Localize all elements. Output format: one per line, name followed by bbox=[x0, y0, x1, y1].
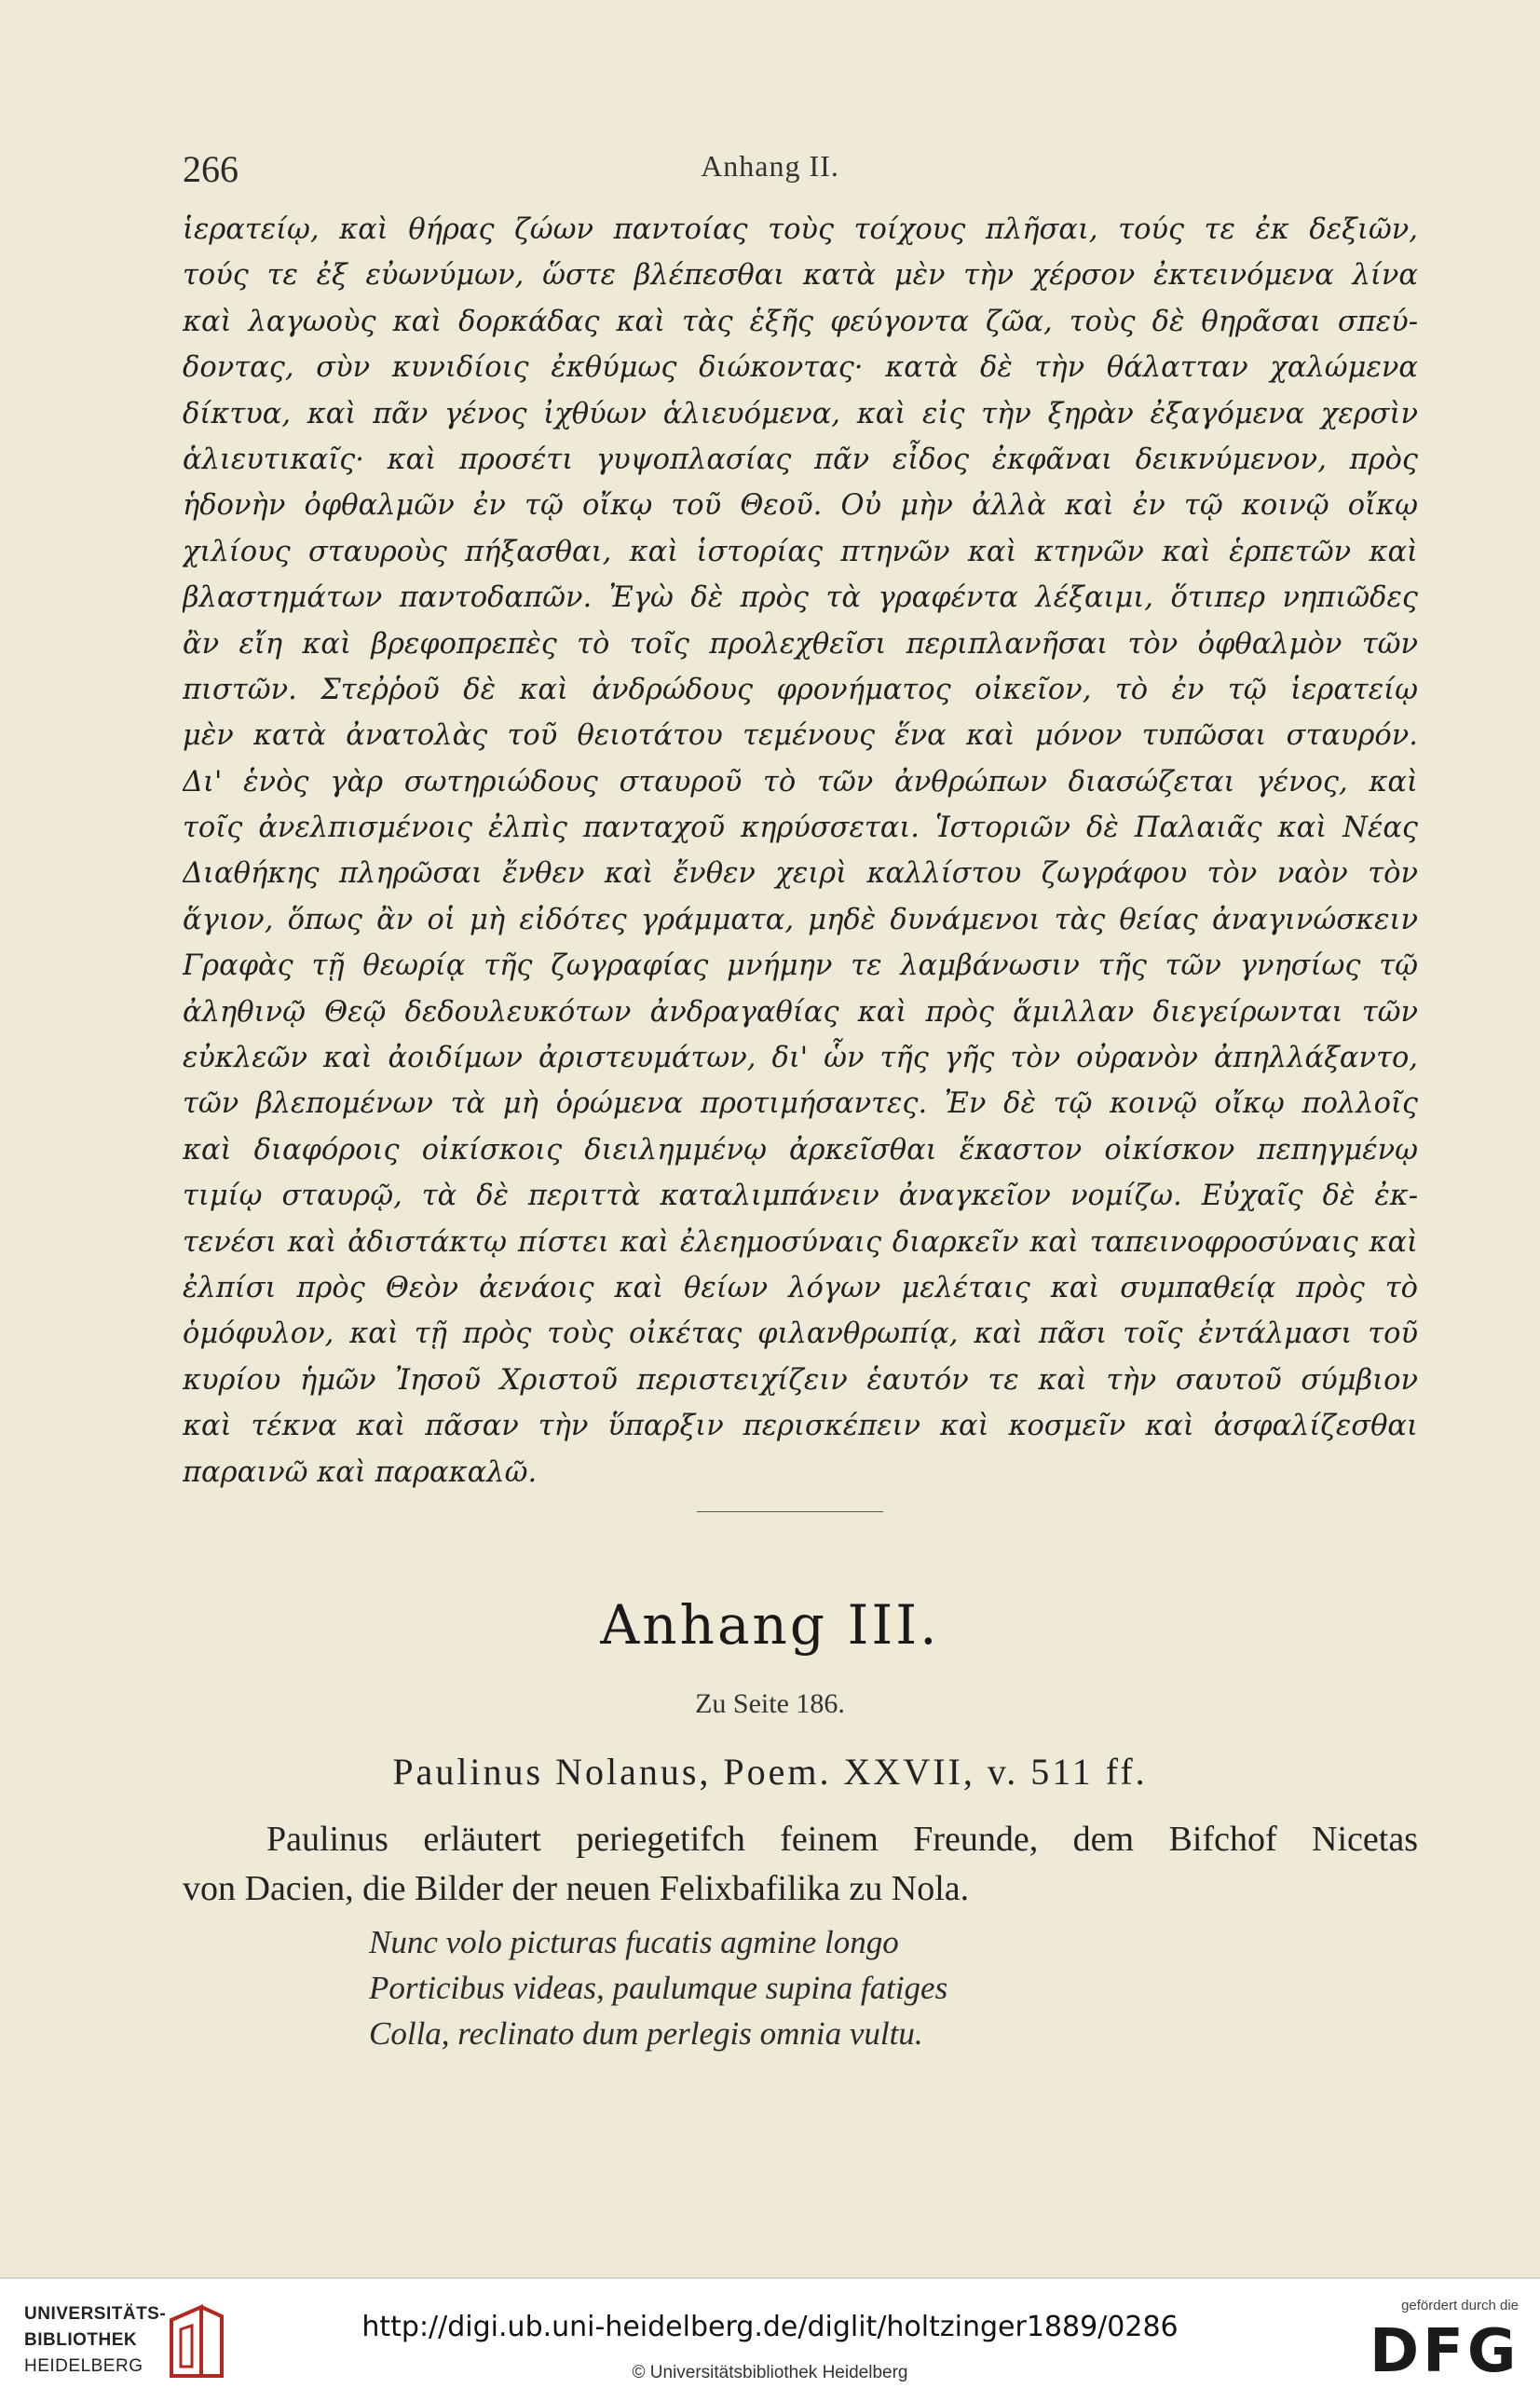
funder-logo bbox=[1370, 2298, 1519, 2384]
source-citation: Paulinus Nolanus, Poem. XXVII, v. 511 ff. bbox=[392, 1751, 1148, 1793]
verse-line: Colla, reclinato dum perlegis omnia vultu. bbox=[369, 2015, 923, 2052]
greek-text-line: Γραφὰς τῇ θεωρίᾳ τῆς ζωγραφίας μνήμην τε λαμβάνωσιν τῆς τῶν γνησίως τῷ bbox=[183, 949, 1418, 983]
greek-text-line: εὐκλεῶν καὶ ἀοιδίμων ἀριστευμάτων, δι' ὧν τῆς γῆς τὸν οὐρανὸν ἀπηλλάξαντο, bbox=[183, 1042, 1418, 1075]
permalink-url[interactable]: http://digi.ub.uni-heidelberg.de/diglit/holtzinger1889/0286 bbox=[361, 2311, 1179, 2343]
greek-text-line: ἱερατείῳ, καὶ θήρας ζώων παντοίας τοὺς τοίχους πλῆσαι, τούς τε ἐκ δεξιῶν, bbox=[183, 213, 1418, 246]
greek-text-line: ἅγιον, ὅπως ἂν οἱ μὴ εἰδότες γράμματα, μηδὲ δυνάμενοι τὰς θείας ἀναγινώσκειν bbox=[183, 903, 1418, 936]
section-subtitle: Zu Seite 186. bbox=[695, 1688, 845, 1719]
greek-text-line: τιμίῳ σταυρῷ, τὰ δὲ περιττὰ καταλιμπάνειν ἀναγκεῖον νομίζω. Εὐχαῖς δὲ ἐκ- bbox=[183, 1180, 1418, 1213]
latin-verse-block bbox=[369, 1919, 947, 2056]
verse-line: Porticibus videas, paulumque supina fatiges bbox=[369, 1970, 948, 2006]
dfg-logo: DFG bbox=[1370, 2317, 1520, 2386]
greek-text-line: ἁλιευτικαῖς· καὶ προσέτι γυψοπλασίας πᾶν εἶδος ἐκφᾶναι δεικνύμενον, πρὸς bbox=[183, 443, 1418, 476]
greek-text-line: δοντας, σὺν κυνιδίοις ἐκθύμως διώκοντας· κατὰ δὲ τὴν θάλατταν χαλώμενα bbox=[183, 351, 1418, 385]
greek-text-line: δίκτυα, καὶ πᾶν γένος ἰχθύων ἁλιευόμενα, καὶ εἰς τὴν ξηρὰν ἐξαγόμενα χερσὶν bbox=[183, 397, 1418, 430]
greek-text-line: ἂν εἴη καὶ βρεφοπρεπὲς τὸ τοῖς προλεχθεῖσι περιπλανῆσαι τὸν ὀφθαλμὸν τῶν bbox=[183, 627, 1418, 661]
greek-text-line: χιλίους σταυροὺς πήξασθαι, καὶ ἱστορίας πτηνῶν καὶ κτηνῶν καὶ ἑρπετῶν καὶ bbox=[183, 535, 1418, 568]
greek-text-line: Δι' ἑνὸς γὰρ σωτηριώδους σταυροῦ τὸ τῶν ἀνθρώπων διασώζεται γένος, καὶ bbox=[183, 765, 1418, 798]
greek-text-line: ἀληθινῷ Θεῷ δεδουλευκότων ἀνδραγαθίας καὶ πρὸς ἅμιλλαν διεγείρωνται τῶν bbox=[183, 995, 1418, 1029]
greek-text-line: βλαστημάτων παντοδαπῶν. Ἐγὼ δὲ πρὸς τὰ γραφέντα λέξαιμι, ὅτιπερ νηπιῶδες bbox=[183, 581, 1418, 615]
greek-text-line: παραινῶ καὶ παρακαλῶ. bbox=[183, 1455, 538, 1489]
greek-text-line: καὶ διαφόροις οἰκίσκοις διειλημμένῳ ἀρκεῖσθαι ἕκαστον οἰκίσκον πεπηγμένῳ bbox=[183, 1133, 1418, 1167]
footer-divider bbox=[0, 2277, 1540, 2279]
greek-text-line: τούς τε ἐξ εὐωνύμων, ὥστε βλέπεσθαι κατὰ μὲν τὴν χέρσον ἐκτεινόμενα λίνα bbox=[183, 259, 1418, 293]
greek-text-line: μὲν κατὰ ἀνατολὰς τοῦ θειοτάτου τεμένους ἕνα καὶ μόνον τυπῶσαι σταυρόν. bbox=[183, 719, 1418, 753]
greek-text-line: τῶν βλεπομένων τὰ μὴ ὁρώμενα προτιμήσαντες. Ἐν δὲ τῷ κοινῷ οἴκῳ πολλοῖς bbox=[183, 1087, 1418, 1121]
greek-text-line: κυρίου ἡμῶν Ἰησοῦ Χριστοῦ περιστειχίζειν ἑαυτόν τε καὶ τὴν σαυτοῦ σύμβιον bbox=[183, 1363, 1418, 1397]
intro-line: von Dacien, die Bilder der neuen Felixbafilika zu Nola. bbox=[183, 1869, 970, 1908]
funder-label: gefördert durch die bbox=[1401, 2298, 1519, 2313]
greek-text-line: ἡδονὴν ὀφθαλμῶν ἐν τῷ οἴκῳ τοῦ Θεοῦ. Οὐ μὴν ἀλλὰ καὶ ἐν τῷ κοινῷ οἴκῳ bbox=[183, 489, 1418, 523]
copyright-notice: © Universitätsbibliothek Heidelberg bbox=[632, 2363, 908, 2382]
library-name-line: BIBLIOTHEK bbox=[24, 2330, 138, 2350]
section-title: Anhang III. bbox=[600, 1593, 940, 1657]
greek-text-line: τενέσι καὶ ἀδιστάκτῳ πίστει καὶ ἐλεημοσύναις διαρκεῖν καὶ ταπεινοφροσύναις καὶ bbox=[183, 1225, 1418, 1259]
greek-text-line: τοῖς ἀνελπισμένοις ἐλπὶς πανταχοῦ κηρύσσεται. Ἱστοριῶν δὲ Παλαιᾶς καὶ Νέας bbox=[183, 812, 1418, 845]
library-name-line: UNIVERSITÄTS- bbox=[24, 2304, 167, 2324]
running-head: Anhang II. bbox=[701, 149, 839, 183]
intro-paragraph bbox=[183, 1815, 1418, 1914]
greek-text-line: πιστῶν. Στεῤῥοῦ δὲ καὶ ἀνδρώδους φρονήματος οἰκεῖον, τὸ ἐν τῷ ἱερατείῳ bbox=[183, 673, 1418, 706]
greek-text-line: Διαθήκης πληρῶσαι ἔνθεν καὶ ἔνθεν χειρὶ καλλίστου ζωγράφου τὸν ναὸν τὸν bbox=[183, 857, 1418, 891]
page-number: 266 bbox=[183, 148, 238, 190]
intro-line: Paulinus erläutert periegetifch feinem Freunde, dem Bifchof Nicetas bbox=[266, 1820, 1418, 1859]
verse-line: Nunc volo picturas fucatis agmine longo bbox=[369, 1924, 899, 1960]
library-name-line: HEIDELBERG bbox=[24, 2356, 143, 2376]
greek-text-line: ὁμόφυλον, καὶ τῇ πρὸς τοὺς οἰκέτας φιλανθρωπίᾳ, καὶ πᾶσι τοῖς ἐντάλμασι τοῦ bbox=[183, 1317, 1418, 1351]
greek-text-block bbox=[183, 207, 1418, 1495]
section-divider bbox=[697, 1511, 883, 1512]
greek-text-line: καὶ τέκνα καὶ πᾶσαν τὴν ὕπαρξιν περισκέπειν καὶ κοσμεῖν καὶ ἀσφαλίζεσθαι bbox=[183, 1410, 1418, 1443]
greek-text-line: ἐλπίσι πρὸς Θεὸν ἀενάοις καὶ θείων λόγων μελέταις καὶ συμπαθείᾳ πρὸς τὸ bbox=[183, 1271, 1418, 1304]
greek-text-line: καὶ λαγωοὺς καὶ δορκάδας καὶ τὰς ἑξῆς φεύγοντα ζῶα, τοὺς δὲ θηρᾶσαι σπεύ- bbox=[183, 305, 1418, 338]
